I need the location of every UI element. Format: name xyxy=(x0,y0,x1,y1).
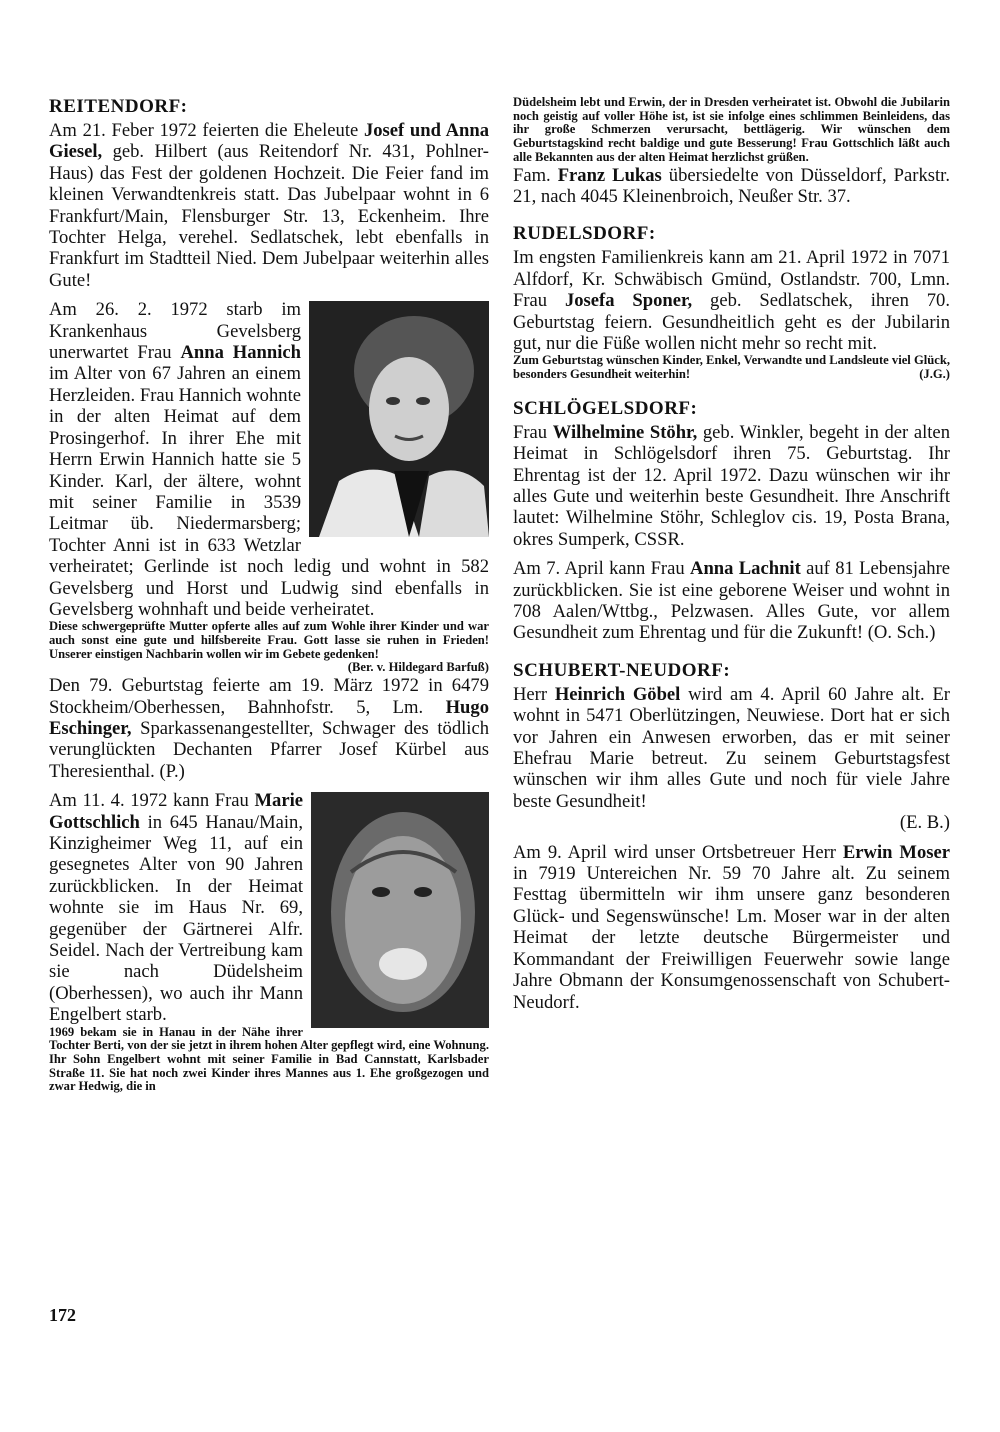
credit: (E. B.) xyxy=(899,812,950,834)
portrait-photo-marie-gottschlich xyxy=(311,792,489,1028)
article-giesel: Am 21. Feber 1972 feierten die Eheleute Josef und Anna Giesel, geb. Hilbert (aus Reitendorf Nr. 431, Pohlner-Haus) das Fest der goldenen Hochzeit. Die Feier fand im kleinen Verwandtenkreis statt. Das Jubelpaar wohnt in 6 Frankfurt/Main, Flensburger Str. 13, Eckenheim. Ihre Tochter Helga, verehel. Sedlatschek, lebt ebenfalls in Frankfurt im Stadtteil Nied. Dem Jubelpaar weiterhin alles Gute! xyxy=(49,120,489,291)
section-heading-reitendorf: REITENDORF: xyxy=(49,96,188,117)
article-gottschlich-small: 1969 bekam sie in Hanau in der Nähe ihrer Tochter Berti, von der sie jetzt in ihrem hohen Alter gepflegt wird, eine Wohnung. Ihr Sohn Engelbert wohnt mit seiner Familie in Bad Cannstatt, Karlsbader Straße 11. Sie hat noch zwei Kinder ihres Mannes aus 1. Ehe großgezogen und zwar Hedwig, die in xyxy=(49,1024,489,1094)
page-number: 172 xyxy=(49,1305,76,1325)
article-sponer-small: Zum Geburtstag wünschen Kinder, Enkel, Verwandte und Landsleute viel Glück, besonders Gesundheit weiterhin! (J.G.) xyxy=(513,353,950,382)
left-column xyxy=(49,96,489,1094)
person-name: Josef und Anna Giesel, xyxy=(49,120,489,163)
section-heading-schubert-neudorf: SCHUBERT-NEUDORF: xyxy=(513,659,731,681)
article-stoehr: Frau Wilhelmine Stöhr, geb. Winkler, begeht in der alten Heimat in Schlögelsdorf ihren 75. Geburtstag. Ihr Ehrentag ist der 12. April 1972. Dazu wünschen wir ihr alles Gute und weiterhin beste Gesundheit. Ihre Anschrift lautet: Wilhelmine Stöhr, Schleglov cis. 19, Posta Brana, okres Sumperk, CSSR. xyxy=(513,421,950,550)
article-lukas: Fam. Franz Lukas übersiedelte von Düsseldorf, Parkstr. 21, nach 4045 Kleinenbroich, Neußer Str. 37. xyxy=(513,164,950,207)
credit: (J.G.) xyxy=(919,367,950,382)
article-hannich-small: Diese schwergeprüfte Mutter opferte alles auf zum Wohle ihrer Kinder und war auch sonst eine gute und hilfsbereite Frau. Gott lasse sie ruhen in Frieden! Unserer einstigen Nachbarin wollen wir im Gebete gedenken! (Ber. v. Hildegard Barfuß) xyxy=(49,619,489,675)
person-name: Erwin Moser xyxy=(842,841,950,863)
article-hannich: Am 26. 2. 1972 starb im Krankenhaus Gevelsberg unerwartet Frau Anna Hannich im Alter von 67 Jahren an einem Herzleiden. Frau Hannich wohnte in der alten Heimat auf dem Prosingerhof. In ihrer Ehe mit Herrn Erwin Hannich hatte sie 5 Kinder. Karl, der ältere, wohnt mit seiner Familie in 3539 Leitmar üb. Niedermarsberg; Tochter Anni ist in 633 Wetzlar verheiratet; Gerlinde ist noch ledig und wohnt in 582 Gevelsberg und Horst und Ludwig sind ebenfalls in Gevelsberg wohnhaft und beide verheiratet. xyxy=(49,299,489,620)
person-name: Anna Hannich xyxy=(180,342,301,364)
credit: (Ber. v. Hildegard Barfuß) xyxy=(347,660,489,675)
portrait-photo-anna-hannich xyxy=(309,301,489,537)
person-name: Hugo Eschinger, xyxy=(49,696,489,739)
section-heading-rudelsdorf: RUDELSDORF: xyxy=(513,223,656,245)
article-gottschlich: Am 11. 4. 1972 kann Frau Marie Gottschlich in 645 Hanau/Main, Kinzigheimer Weg 11, auf ein gesegnetes Alter von 90 Jahren zurückblicken. In der Heimat wohnte sie im Haus Nr. 69, gegenüber der Gärtnerei Alfr. Seidel. Nach der Vertreibung kam sie nach Düdelsheim (Oberhessen), wo auch ihr Mann Engelbert starb. xyxy=(49,790,303,1026)
article-sponer: Im engsten Familienkreis kann am 21. April 1972 in 7071 Alfdorf, Kr. Schwäbisch Gmünd, Ostlandstr. 700, Lmn. Frau Josefa Sponer, geb. Sedlatschek, ihren 70. Geburtstag feiern. Gesundheitlich geht es der Jubilarin gut, nur die Füße wollen nicht mehr so recht mit. xyxy=(513,247,950,354)
person-name: Franz Lukas xyxy=(557,164,662,186)
article-eschinger: Den 79. Geburtstag feierte am 19. März 1972 in 6479 Stockheim/Oberhessen, Bahnhofstr. 5, Lm. Hugo Eschinger, Sparkassenangestellter, Schwager des tödlich verunglückten Dechanten Pfarrer Josef Kürbel aus Theresienthal. (P.) xyxy=(49,675,489,782)
right-column xyxy=(513,96,950,1013)
article-moser: Am 9. April wird unser Ortsbetreuer Herr Erwin Moser in 7919 Untereichen Nr. 59 70 Jahre alt. Zu seinem Festtag übermitteln wir ihm unsere ganz besonderen Glück- und Segenswünsche! Lm. Moser war in der alten Heimat der letzte deutsche Bürgermeister und Kommandant der Freiwilligen Feuerwehr sowie lange Jahre Obmann der Konsumgenossenschaft von Schubert-Neudorf. xyxy=(513,841,950,1013)
continuation-gottschlich: Düdelsheim lebt und Erwin, der in Dresden verheiratet ist. Obwohl die Jubilarin noch geistig auf voller Höhe ist, ist sie infolge eines schlimmen Beinleidens, das ihr große Schmerzen verursacht, bettlägerig. Wir wünschen dem Geburtstagskind recht baldige und gute Besserung! Frau Gottschlich läßt auch alle Bekannten aus der alten Heimat herzlichst grüßen. xyxy=(513,95,950,164)
section-heading-schloegelsdorf: SCHLÖGELSDORF: xyxy=(513,397,698,419)
article-goebel: Herr Heinrich Göbel wird am 4. April 60 Jahre alt. Er wohnt in 5471 Oberlützingen, Neuwiese. Dort hat er sich vor Jahren ein Anwesen erworben, das er mit seiner Ehefrau Marie betreut. Zu seinem Geburtstagsfest wünschen wir ihm alles Gute und noch für viele Jahre beste Gesundheit! xyxy=(513,683,950,812)
person-name: Marie Gottschlich xyxy=(49,790,303,833)
person-name: Josefa Sponer, xyxy=(564,290,693,312)
article-lachnit: Am 7. April kann Frau Anna Lachnit auf 81 Lebensjahre zurückblicken. Sie ist eine geborene Weiser und wohnt in 708 Aalen/Wttbg., Pelzwasen. Alles Gute, vor allem Gesundheit zum Ehrentag und für die Zukunft! (O. Sch.) xyxy=(513,558,951,644)
person-name: Wilhelmine Stöhr, xyxy=(552,421,698,443)
person-name: Heinrich Göbel xyxy=(554,683,681,705)
person-name: Anna Lachnit xyxy=(690,558,801,580)
